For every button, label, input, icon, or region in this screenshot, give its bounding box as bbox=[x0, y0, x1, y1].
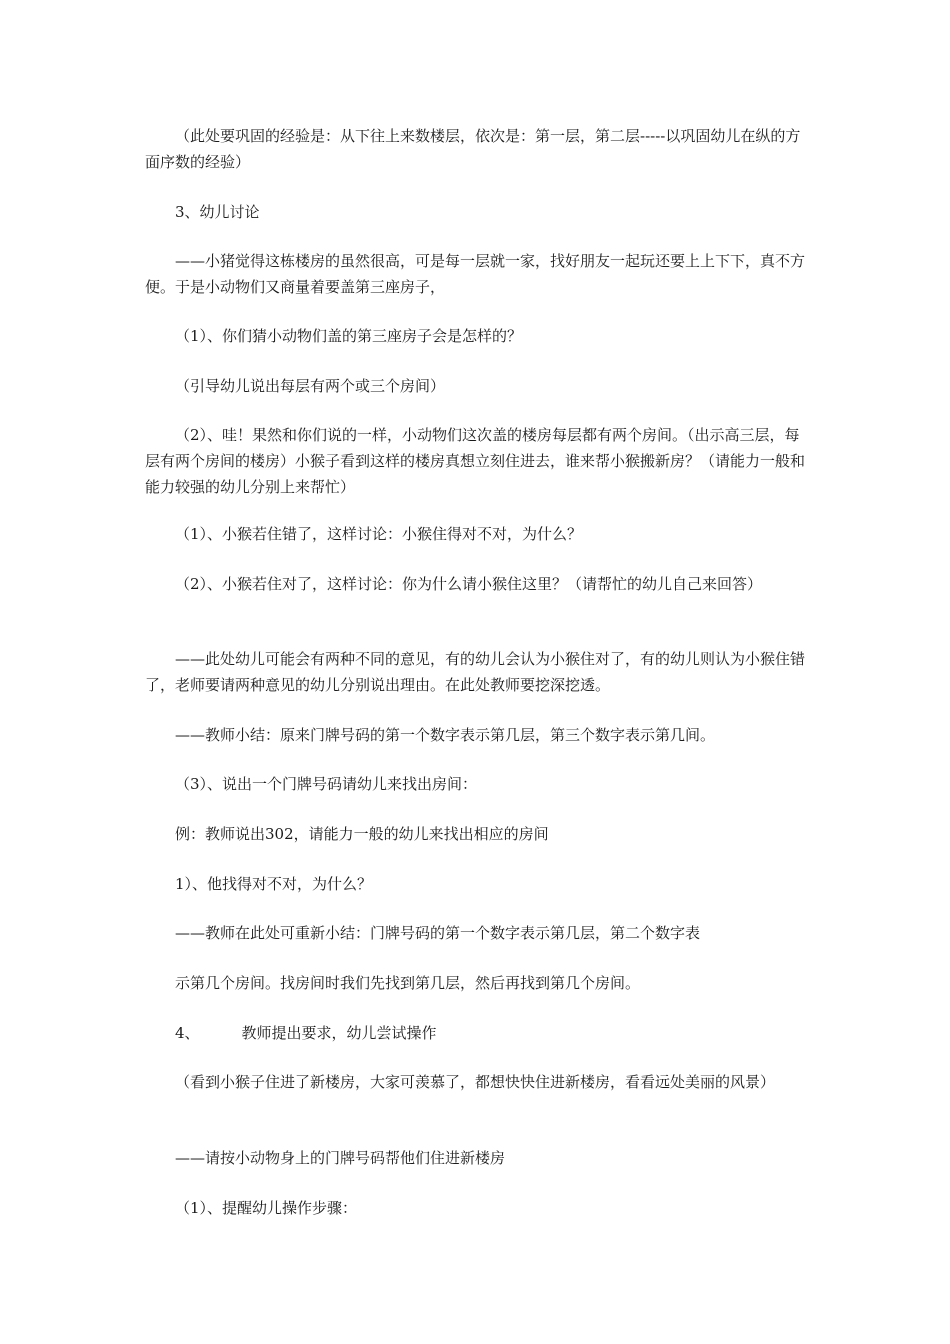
paragraph-re-summary: ——教师在此处可重新小结：门牌号码的第一个数字表示第几层，第二个数字表 bbox=[175, 924, 701, 942]
paragraph-say-door-number: （3）、说出一个门牌号码请幼儿来找出房间： bbox=[175, 775, 478, 793]
paragraph-monkey-move: （2）、哇！果然和你们说的一样，小动物们这次盖的楼房每层都有两个房间。（出示高三层，每层有两个房间的楼房）小猴子看到这样的楼房真想立刻住进去，谁来帮小猴搬新房？（请能力一般和能力较强的幼儿分别上来帮忙） bbox=[145, 426, 806, 496]
paragraph-teacher-summary: ——教师小结：原来门牌号码的第一个数字表示第几层，第三个数字表示第几间。 bbox=[175, 726, 716, 744]
paragraph-example-302: 例：教师说出302，请能力一般的幼儿来找出相应的房间 bbox=[175, 825, 549, 843]
heading-text: 教师提出要求，幼儿尝试操作 bbox=[241, 1024, 437, 1042]
paragraph-guide-rooms: （引导幼儿说出每层有两个或三个房间） bbox=[175, 377, 446, 395]
paragraph-door-number-instruction: ——请按小动物身上的门牌号码帮他们住进新楼房 bbox=[175, 1149, 506, 1167]
paragraph-new-building-envy: （看到小猴子住进了新楼房，大家可羡慕了，都想快快住进新楼房，看看远处美丽的风景） bbox=[175, 1073, 776, 1091]
heading-number: 4、 bbox=[175, 1024, 200, 1042]
heading-teacher-requirements bbox=[145, 1020, 810, 1046]
paragraph-monkey-wrong: （1）、小猴若住错了，这样讨论：小猴住得对不对，为什么？ bbox=[175, 525, 583, 543]
paragraph-consolidation-note: （此处要巩固的经验是：从下往上来数楼层，依次是：第一层，第二层-----以巩固幼儿在纵的方面序数的经验） bbox=[145, 127, 801, 171]
paragraph-two-opinions: ——此处幼儿可能会有两种不同的意见，有的幼儿会认为小猴住对了，有的幼儿则认为小猴住错了，老师要请两种意见的幼儿分别说出理由。在此处教师要挖深挖透。 bbox=[145, 650, 806, 694]
paragraph-piglet-house: ——小猪觉得这栋楼房的虽然很高，可是每一层就一家，找好朋友一起玩还要上上下下，真不方便。于是小动物们又商量着要盖第三座房子， bbox=[145, 252, 806, 296]
paragraph-room-finding: 示第几个房间。找房间时我们先找到第几层，然后再找到第几个房间。 bbox=[175, 974, 641, 992]
paragraph-question-third-house: （1）、你们猜小动物们盖的第三座房子会是怎样的？ bbox=[175, 327, 523, 345]
paragraph-found-right: 1）、他找得对不对，为什么？ bbox=[175, 875, 373, 893]
paragraph-operation-steps: （1）、提醒幼儿操作步骤： bbox=[175, 1199, 358, 1217]
paragraph-monkey-right: （2）、小猴若住对了，这样讨论：你为什么请小猴住这里？（请帮忙的幼儿自己来回答） bbox=[175, 575, 763, 593]
heading-children-discussion: 3、幼儿讨论 bbox=[175, 203, 260, 221]
